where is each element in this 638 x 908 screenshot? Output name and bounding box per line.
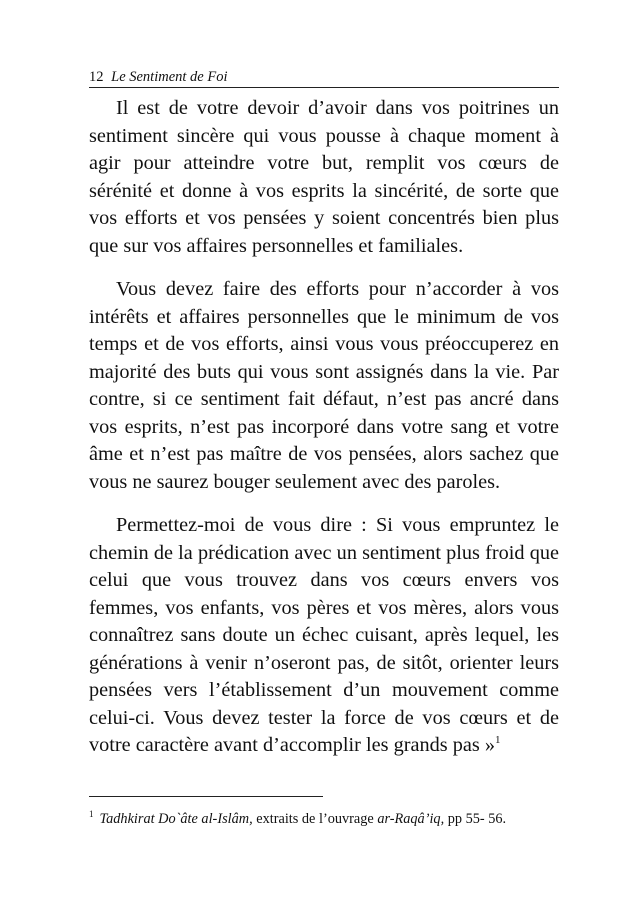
- footnote: [89, 810, 569, 828]
- footnote-marker: 1: [89, 809, 94, 820]
- paragraph: Il est de votre devoir d’avoir dans vos poitrines un sentiment sincère qui vous pousse à chaque moment à agir pour atteindre votre but, remplit vos cœurs de sérénité et donne à vos esprits la sincérité, de sorte que vos efforts et vos pensées y soient concentrés bien plus que sur vos affaires personnelles et familiales.: [89, 97, 559, 257]
- footnote-separator: [89, 796, 323, 797]
- page-body: [89, 95, 559, 776]
- paragraph: [89, 512, 559, 760]
- paragraph: Vous devez faire des efforts pour n’accorder à vos intérêts et affaires personnelles que le minimum de vos temps et de vos efforts, ainsi vous vous préoccuperez en majorité des buts qui vous sont assignés dans la vie. Par contre, si ce sentiment fait défaut, n’est pas ancré dans vos esprits, n’est pas incorporé dans votre sang et votre âme et n’est pas maître de vos pensées, alors sachez que vous ne saurez bouger seulement avec des paroles.: [89, 278, 559, 493]
- running-header: [89, 69, 559, 88]
- footnote-source: ar-Raqâ’iq,: [377, 811, 445, 827]
- footnote-pages: pp 55- 56.: [444, 811, 507, 827]
- footnote-title: Tadhkirat Do`âte al-Islâm,: [99, 811, 253, 827]
- running-title: Le Sentiment de Foi: [111, 69, 228, 85]
- footnote-reference: 1: [495, 734, 501, 747]
- page-number: 12: [89, 69, 104, 85]
- footnote-text: extraits de l’ouvrage: [252, 811, 378, 827]
- paragraph-text: Permettez-moi de vous dire : Si vous empruntez le chemin de la prédication avec un sentiment plus froid que celui que vous trouvez dans vos cœurs envers vos femmes, vos enfants, vos pères et vos mères, alors vous connaîtrez sans doute un échec cuisant, après lequel, les générations à venir n’oseront pas, de sitôt, orienter leurs pensées vers l’établissement d’un mouvement comme celui-ci. Vous devez tester la force de vos cœurs et de votre caractère avant d’accomplir les grands pas »: [89, 514, 559, 756]
